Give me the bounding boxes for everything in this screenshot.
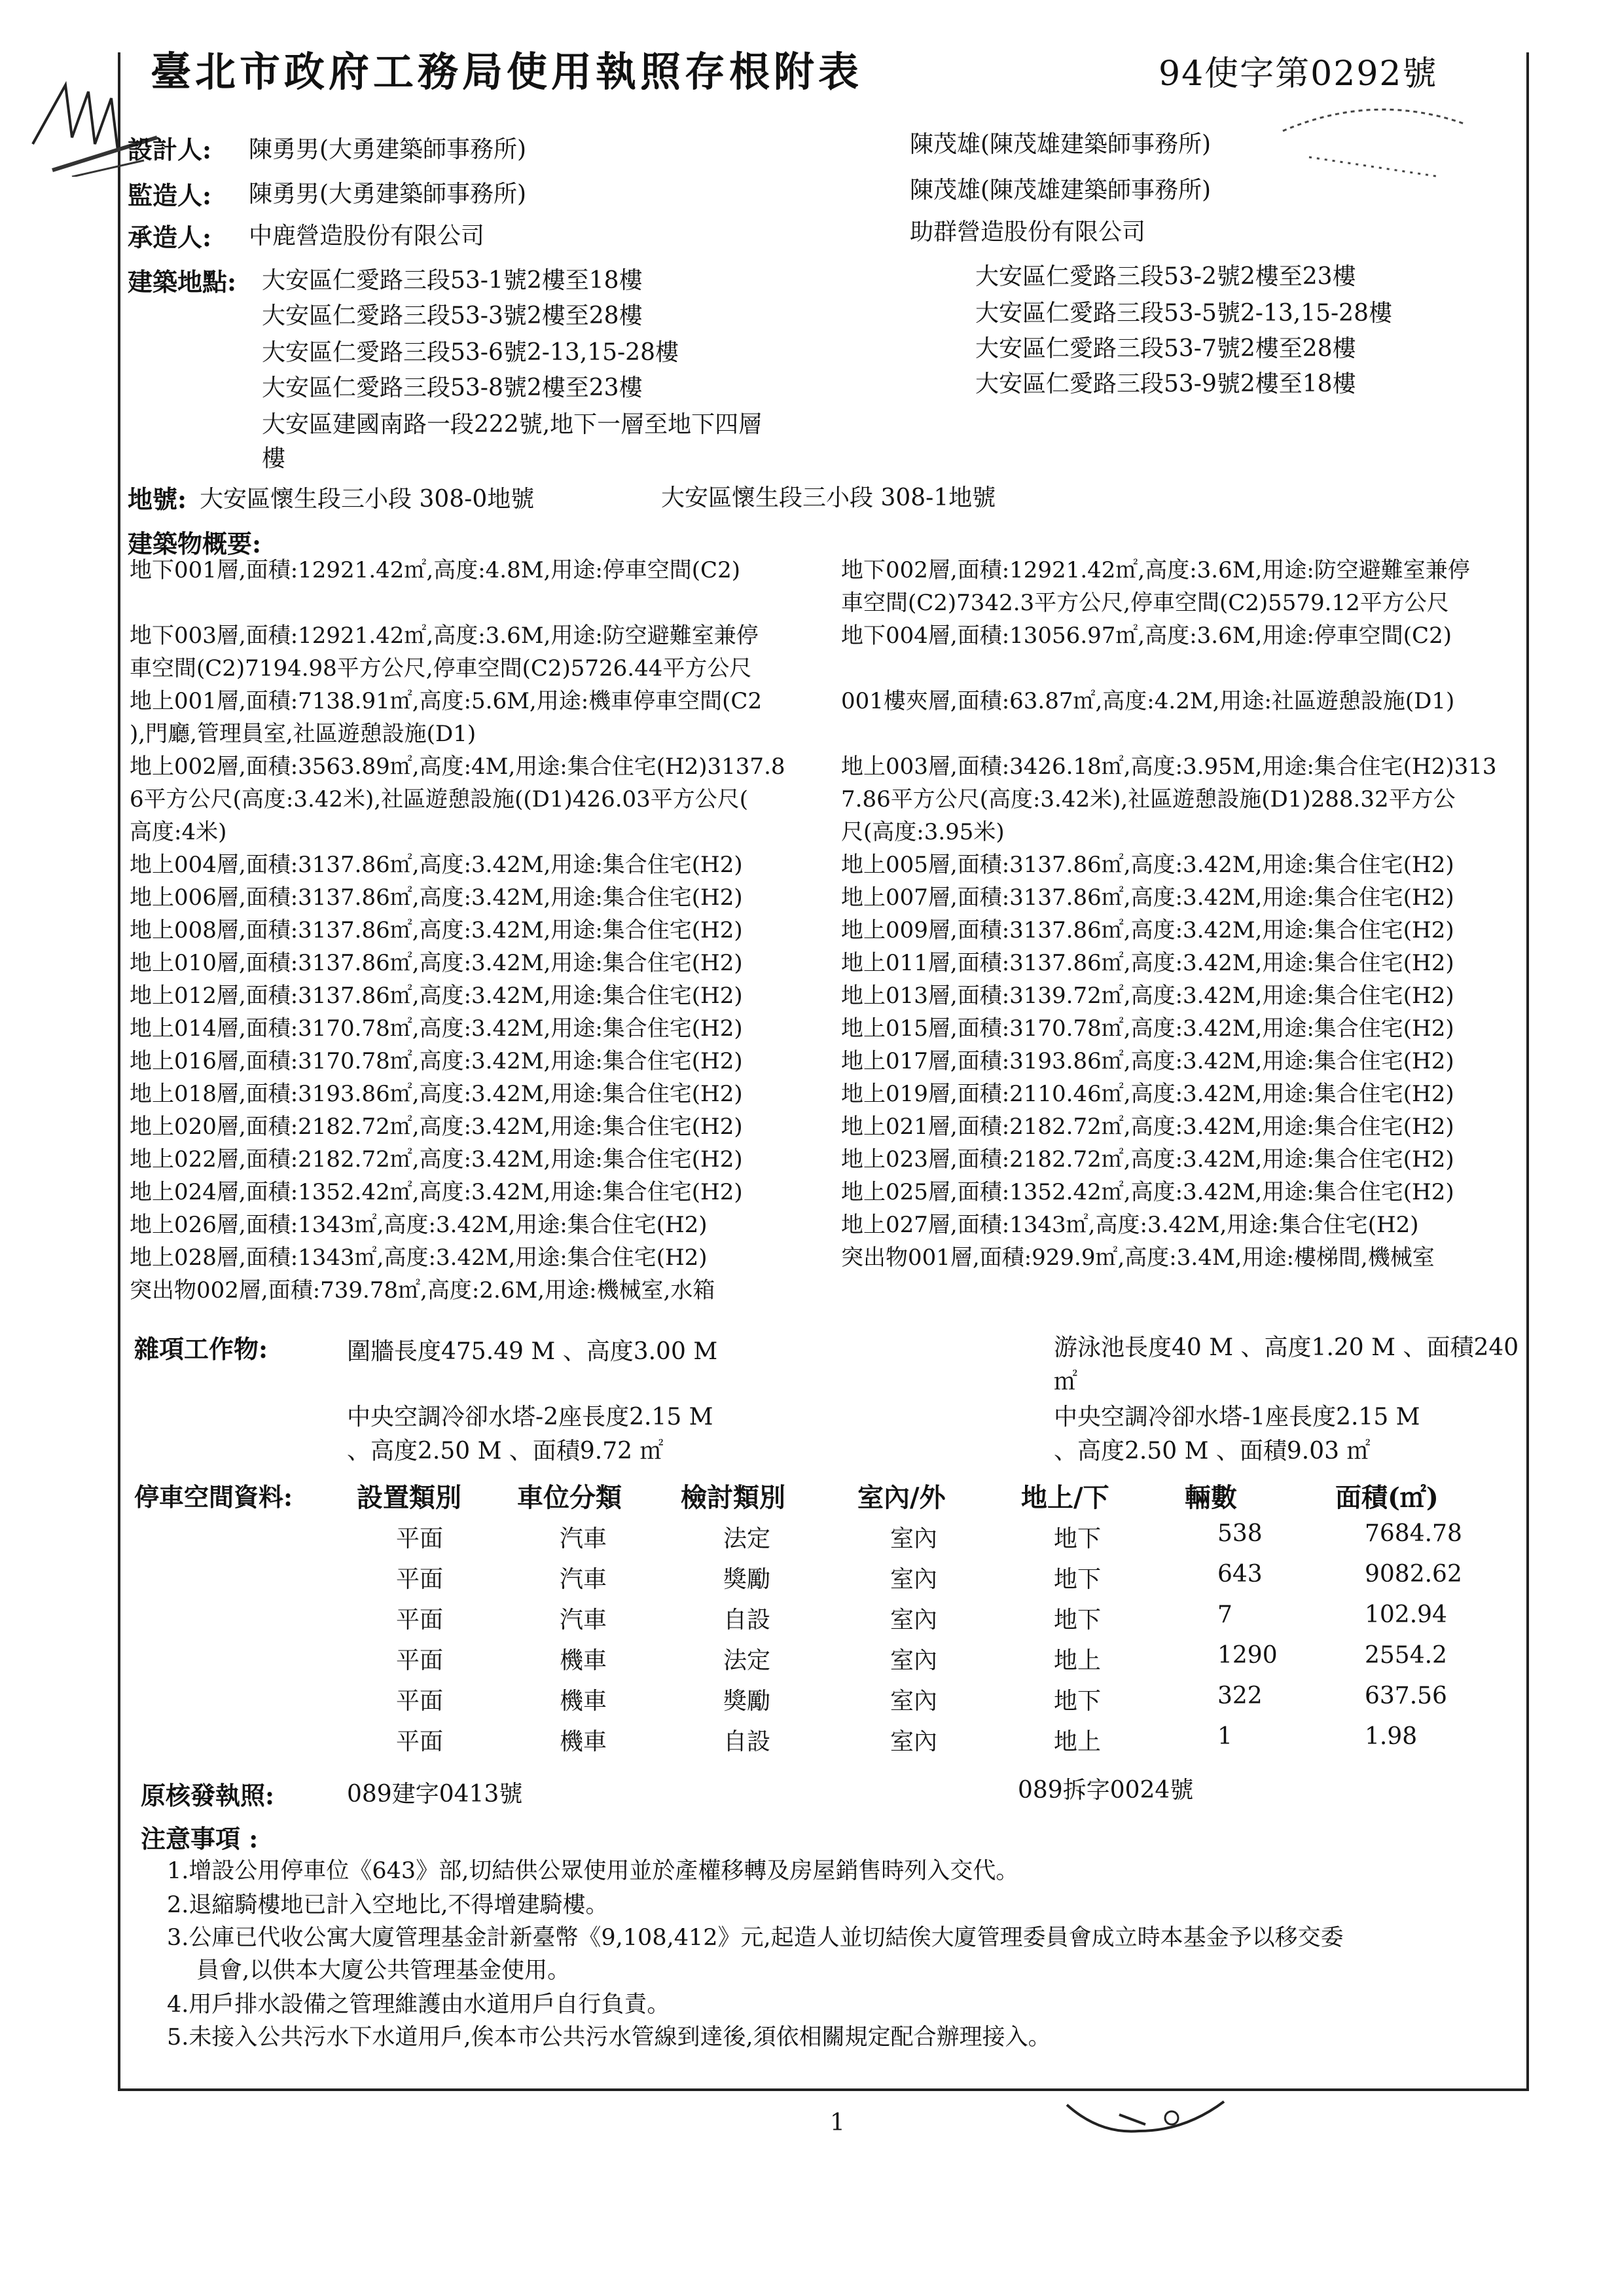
overview-row: 地上027層,面積:1343㎡,高度:3.42M,用途:集合住宅(H2) (841, 1212, 1419, 1238)
overview-row: 地上018層,面積:3193.86㎡,高度:3.42M,用途:集合住宅(H2) (130, 1081, 743, 1107)
overview-right-column (841, 554, 1535, 1307)
note-5: 5.未接入公共污水下水道用戶,俟本市公共污水管線到達後,須依相關規定配合辦理接入。 (167, 2024, 1051, 2050)
overview-row: 地上001層,面積:7138.91㎡,高度:5.6M,用途:機車停車空間(C2 (130, 688, 763, 714)
seal-mark-bottom (1060, 2098, 1231, 2144)
parking-cell: 法定 (723, 1525, 771, 1552)
misc-pool-line2: ㎡ (1054, 1368, 1078, 1395)
parking-cell: 平面 (396, 1566, 444, 1593)
overview-row: 地上012層,面積:3137.86㎡,高度:3.42M,用途:集合住宅(H2) (130, 983, 743, 1009)
site-left-2: 大安區仁愛路三段53-3號2樓至28樓 (262, 302, 643, 329)
overview-row: 地上004層,面積:3137.86㎡,高度:3.42M,用途:集合住宅(H2) (130, 852, 743, 878)
misc-wall: 圍牆長度475.49 M 、高度3.00 M (347, 1338, 718, 1365)
site-label: 建築地點: (128, 267, 237, 297)
overview-row: 地上022層,面積:2182.72㎡,高度:3.42M,用途:集合住宅(H2) (130, 1146, 743, 1173)
lot-label: 地號: (128, 484, 187, 514)
parking-cell: 室內 (890, 1688, 938, 1715)
parking-cell: 7684.78 (1365, 1520, 1462, 1547)
contractor-label: 承造人: (128, 223, 212, 252)
parking-cell: 平面 (396, 1607, 444, 1633)
site-left-4: 大安區仁愛路三段53-8號2樓至23樓 (262, 374, 643, 401)
misc-tower-right-1: 中央空調冷卻水塔-1座長度2.15 M (1054, 1404, 1420, 1430)
overview-row: 車空間(C2)7342.3平方公尺,停車空間(C2)5579.12平方公尺 (841, 590, 1449, 616)
original-permit-label: 原核發執照: (141, 1781, 275, 1810)
site-left-1: 大安區仁愛路三段53-1號2樓至18樓 (262, 267, 643, 294)
overview-row: 地上007層,面積:3137.86㎡,高度:3.42M,用途:集合住宅(H2) (841, 884, 1454, 911)
designer-label: 設計人: (128, 135, 212, 164)
misc-label: 雜項工作物: (134, 1334, 268, 1364)
overview-row: 地上011層,面積:3137.86㎡,高度:3.42M,用途:集合住宅(H2) (841, 950, 1454, 976)
original-permit-left: 089建字0413號 (347, 1781, 523, 1808)
overview-row: 地上026層,面積:1343㎡,高度:3.42M,用途:集合住宅(H2) (130, 1212, 708, 1238)
overview-row: 地上020層,面積:2182.72㎡,高度:3.42M,用途:集合住宅(H2) (130, 1114, 743, 1140)
overview-row: 突出物002層,面積:739.78㎡,高度:2.6M,用途:機械室,水箱 (130, 1277, 715, 1303)
parking-cell: 地下 (1054, 1688, 1102, 1715)
parking-header-cell: 地上/下 (1021, 1482, 1109, 1513)
document-title: 臺北市政府工務局使用執照存根附表 (151, 48, 863, 96)
overview-row (841, 1274, 1535, 1307)
overview-row: ),門廳,管理員室,社區遊憩設施(D1) (130, 721, 476, 747)
overview-row (841, 718, 1535, 750)
overview-row: 地上002層,面積:3563.89㎡,高度:4M,用途:集合住宅(H2)3137.8 (130, 754, 785, 780)
site-right-1: 大安區仁愛路三段53-2號2樓至23樓 (975, 263, 1356, 290)
parking-header-cell: 檢討類別 (681, 1482, 785, 1513)
overview-row: 尺(高度:3.95米) (841, 819, 1005, 845)
parking-label: 停車空間資料: (134, 1482, 293, 1512)
misc-tower-left-1: 中央空調冷卻水塔-2座長度2.15 M (347, 1404, 713, 1430)
overview-row: 7.86平方公尺(高度:3.42米),社區遊憩設施(D1)288.32平方公 (841, 786, 1456, 812)
overview-row: 地上014層,面積:3170.78㎡,高度:3.42M,用途:集合住宅(H2) (130, 1015, 743, 1042)
overview-row: 地下004層,面積:13056.97㎡,高度:3.6M,用途:停車空間(C2) (841, 623, 1452, 649)
notes-label: 注意事項 : (141, 1824, 259, 1853)
parking-cell: 2554.2 (1365, 1642, 1447, 1669)
parking-cell: 自設 (723, 1728, 771, 1755)
overview-row: 6平方公尺(高度:3.42米),社區遊憩設施((D1)426.03平方公尺( (130, 786, 749, 812)
parking-cell: 室內 (890, 1647, 938, 1674)
site-right-2: 大安區仁愛路三段53-5號2-13,15-28樓 (975, 300, 1392, 327)
parking-cell: 538 (1217, 1520, 1263, 1547)
overview-row (130, 587, 830, 619)
parking-cell: 室內 (890, 1728, 938, 1755)
overview-row: 高度:4米) (130, 819, 227, 845)
parking-cell: 平面 (396, 1647, 444, 1674)
parking-cell: 獎勵 (723, 1566, 771, 1593)
note-4: 4.用戶排水設備之管理維護由水道用戶自行負責。 (167, 1992, 670, 2018)
overview-row: 地上003層,面積:3426.18㎡,高度:3.95M,用途:集合住宅(H2)313 (841, 754, 1497, 780)
parking-cell: 637.56 (1365, 1683, 1447, 1709)
parking-cell: 汽車 (560, 1525, 607, 1552)
overview-row: 地上028層,面積:1343㎡,高度:3.42M,用途:集合住宅(H2) (130, 1245, 708, 1271)
misc-tower-right-2: 、高度2.50 M 、面積9.03 ㎡ (1054, 1438, 1371, 1465)
overview-row: 地上015層,面積:3170.78㎡,高度:3.42M,用途:集合住宅(H2) (841, 1015, 1454, 1042)
note-1: 1.增設公用停車位《643》部,切結供公眾使用並於產權移轉及房屋銷售時列入交代。 (167, 1858, 1019, 1884)
parking-cell: 機車 (560, 1688, 607, 1715)
overview-row: 地上021層,面積:2182.72㎡,高度:3.42M,用途:集合住宅(H2) (841, 1114, 1454, 1140)
parking-header-cell: 面積(㎡) (1335, 1482, 1439, 1513)
note-3-cont: 員會,以供本大廈公共管理基金使用。 (196, 1958, 571, 1984)
contractor-right: 助群營造股份有限公司 (910, 219, 1146, 246)
note-3: 3.公庫已代收公寓大廈管理基金計新臺幣《9,108,412》元,起造人並切結俟大廈管理委員會成立時本基金予以移交委 (167, 1925, 1344, 1951)
parking-cell: 平面 (396, 1688, 444, 1715)
site-left-6: 樓 (262, 445, 286, 472)
stamp-mark-top-right (1270, 92, 1486, 190)
overview-row (841, 652, 1535, 685)
overview-row: 地上010層,面積:3137.86㎡,高度:3.42M,用途:集合住宅(H2) (130, 950, 743, 976)
overview-row: 車空間(C2)7194.98平方公尺,停車空間(C2)5726.44平方公尺 (130, 655, 752, 682)
overview-row: 001樓夾層,面積:63.87㎡,高度:4.2M,用途:社區遊憩設施(D1) (841, 688, 1455, 714)
parking-cell: 102.94 (1365, 1601, 1447, 1628)
designer-left: 陳勇男(大勇建築師事務所) (249, 136, 527, 163)
misc-pool-line1: 游泳池長度40 M 、高度1.20 M 、面積240 (1054, 1334, 1519, 1361)
parking-cell: 法定 (723, 1647, 771, 1674)
parking-cell: 機車 (560, 1728, 607, 1755)
overview-row: 地上005層,面積:3137.86㎡,高度:3.42M,用途:集合住宅(H2) (841, 852, 1454, 878)
overview-row: 地上025層,面積:1352.42㎡,高度:3.42M,用途:集合住宅(H2) (841, 1179, 1454, 1205)
overview-row: 地上008層,面積:3137.86㎡,高度:3.42M,用途:集合住宅(H2) (130, 917, 743, 943)
original-permit-right: 089拆字0024號 (1018, 1777, 1194, 1804)
parking-header-cell: 設置類別 (357, 1482, 461, 1513)
parking-cell: 室內 (890, 1566, 938, 1593)
overview-row: 突出物001層,面積:929.9㎡,高度:3.4M,用途:樓梯間,機械室 (841, 1245, 1435, 1271)
overview-row: 地下002層,面積:12921.42㎡,高度:3.6M,用途:防空避難室兼停 (841, 557, 1470, 583)
site-right-4: 大安區仁愛路三段53-9號2樓至18樓 (975, 371, 1356, 397)
parking-cell: 地上 (1054, 1647, 1102, 1674)
parking-cell: 室內 (890, 1607, 938, 1633)
supervisor-left: 陳勇男(大勇建築師事務所) (249, 181, 527, 208)
parking-cell: 643 (1217, 1561, 1263, 1588)
supervisor-label: 監造人: (128, 181, 212, 210)
parking-cell: 平面 (396, 1525, 444, 1552)
overview-row: 地下003層,面積:12921.42㎡,高度:3.6M,用途:防空避難室兼停 (130, 623, 759, 649)
parking-cell: 地下 (1054, 1525, 1102, 1552)
overview-row: 地上017層,面積:3193.86㎡,高度:3.42M,用途:集合住宅(H2) (841, 1048, 1454, 1074)
parking-cell: 9082.62 (1365, 1561, 1462, 1588)
lot-left: 大安區懷生段三小段 308-0地號 (200, 486, 535, 513)
site-left-3: 大安區仁愛路三段53-6號2-13,15-28樓 (262, 339, 679, 366)
parking-cell: 平面 (396, 1728, 444, 1755)
parking-cell: 獎勵 (723, 1688, 771, 1715)
parking-cell: 室內 (890, 1525, 938, 1552)
site-left-5: 大安區建國南路一段222號,地下一層至地下四層 (262, 411, 763, 438)
overview-label: 建築物概要: (128, 529, 262, 558)
overview-row: 地上009層,面積:3137.86㎡,高度:3.42M,用途:集合住宅(H2) (841, 917, 1454, 943)
parking-header-cell: 室內/外 (857, 1482, 946, 1513)
parking-header-cell: 車位分類 (517, 1482, 622, 1513)
parking-cell: 1 (1217, 1723, 1232, 1750)
page-number: 1 (830, 2109, 845, 2136)
parking-cell: 自設 (723, 1607, 771, 1633)
parking-cell: 322 (1217, 1683, 1263, 1709)
parking-cell: 汽車 (560, 1607, 607, 1633)
parking-cell: 地下 (1054, 1566, 1102, 1593)
site-right-3: 大安區仁愛路三段53-7號2樓至28樓 (975, 335, 1356, 362)
parking-cell: 7 (1217, 1601, 1232, 1628)
lot-right: 大安區懷生段三小段 308-1地號 (661, 484, 996, 511)
overview-row: 地下001層,面積:12921.42㎡,高度:4.8M,用途:停車空間(C2) (130, 557, 740, 583)
overview-row: 地上023層,面積:2182.72㎡,高度:3.42M,用途:集合住宅(H2) (841, 1146, 1454, 1173)
contractor-left: 中鹿營造股份有限公司 (249, 223, 485, 249)
parking-cell: 1.98 (1365, 1723, 1418, 1750)
parking-cell: 機車 (560, 1647, 607, 1674)
parking-cell: 1290 (1217, 1642, 1278, 1669)
overview-row: 地上006層,面積:3137.86㎡,高度:3.42M,用途:集合住宅(H2) (130, 884, 743, 911)
parking-header-cell: 輛數 (1185, 1482, 1237, 1513)
overview-row: 地上024層,面積:1352.42㎡,高度:3.42M,用途:集合住宅(H2) (130, 1179, 743, 1205)
note-2: 2.退縮騎樓地已計入空地比,不得增建騎樓。 (167, 1892, 609, 1918)
parking-cell: 地下 (1054, 1607, 1102, 1633)
parking-cell: 汽車 (560, 1566, 607, 1593)
permit-number: 94使字第0292號 (1159, 54, 1438, 94)
overview-row: 地上013層,面積:3139.72㎡,高度:3.42M,用途:集合住宅(H2) (841, 983, 1454, 1009)
overview-row: 地上019層,面積:2110.46㎡,高度:3.42M,用途:集合住宅(H2) (841, 1081, 1454, 1107)
parking-cell: 地上 (1054, 1728, 1102, 1755)
supervisor-right: 陳茂雄(陳茂雄建築師事務所) (910, 177, 1212, 204)
designer-right: 陳茂雄(陳茂雄建築師事務所) (910, 131, 1212, 158)
overview-left-column (130, 554, 830, 1307)
overview-row: 地上016層,面積:3170.78㎡,高度:3.42M,用途:集合住宅(H2) (130, 1048, 743, 1074)
misc-tower-left-2: 、高度2.50 M 、面積9.72 ㎡ (347, 1438, 664, 1465)
